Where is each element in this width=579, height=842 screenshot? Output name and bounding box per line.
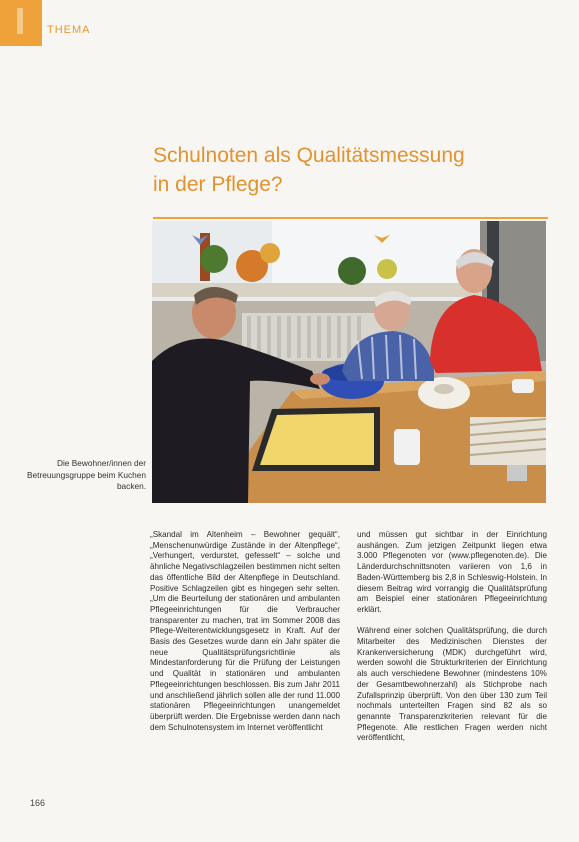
body-paragraph: Während einer solchen Qualitätsprüfung, die durch Mitarbeiter des Medizinischen Dienstes der Krankenversicherung (MDK) durchgeführt wird, werden sowohl die Strukturkriterien der Einrichtung als auch verschiedene Bewohner (mindestens 10% der Gesamtbewohnerzahl) als Stichprobe nach Zufallsprinzip überprüft. Von den über 130 zum Teil nochmals unterteilten Fragen sind 82 als so genannte Transparenzkriterien relevant für die Pflegenote. Alle restlichen Fragen werden nicht veröffentlicht, xyxy=(357,626,547,743)
section-rubric: THEMA xyxy=(47,24,91,36)
page-number: 166 xyxy=(30,798,46,808)
article-title-line-2: in der Pflege? xyxy=(153,173,283,196)
body-column-right xyxy=(357,530,547,755)
section-tab xyxy=(0,0,42,46)
body-column-left xyxy=(150,530,340,744)
article-title xyxy=(153,141,553,199)
body-paragraph: „Skandal im Altenheim – Bewohner gequält“, „Menschenunwürdige Zustände in der Altenpflege“, „Verhungert, verdurstet, gefesselt“ – solche und ähnliche Negativschlagzeilen bestimmen nicht selten das öffentliche Bild der Altenpflege in Deutschland. Positive Schlagzeilen gibt es hingegen sehr selten. „Um die Beurteilung der stationären und ambulanten Pflegeeinrichtungen für die Verbraucher transparenter zu machen, trat im Sommer 2008 das Pflege-Weiterentwicklungsgesetz in Kraft. Auf der Basis des Gesetzes wurde dann ein Jahr später die neue Qualitätsprüfungsrichtlinie als Mindestanforderung für die Prüfung der Leistungen und Qualität in stationären und ambulanten Pflegeeinrichtungen beschlossen. Bis zum Jahr 2011 und anschließend jährlich sollen alle der rund 11.000 stationären Pflegeeinrichtungen unangemeldet überprüft werden. Die Ergebnisse werden dann nach dem Schulnotensystem im Internet veröffentlicht xyxy=(150,530,340,732)
body-paragraph: und müssen gut sichtbar in der Einrichtung aushängen. Zum jetzigen Zeitpunkt liegen etwa 3.000 Pflegenoten vor (www.pflegenoten.de). Die Länderdurchschnittsnoten variieren von 1,6 in Baden-Württemberg bis 2,8 in Schleswig-Holstein. In diesem Beitrag wird vorrangig die Qualitätsprüfung am Beispiel einer stationären Pflegeeinrichtung erklärt. xyxy=(357,530,547,614)
photo-caption: Die Bewohner/innen der Betreuungsgruppe beim Kuchen backen. xyxy=(26,458,146,491)
article-photo xyxy=(152,221,546,503)
title-divider xyxy=(153,217,548,219)
article-title-line-1: Schulnoten als Qualitätsmessung xyxy=(153,144,465,167)
section-tab-accent xyxy=(17,8,23,34)
